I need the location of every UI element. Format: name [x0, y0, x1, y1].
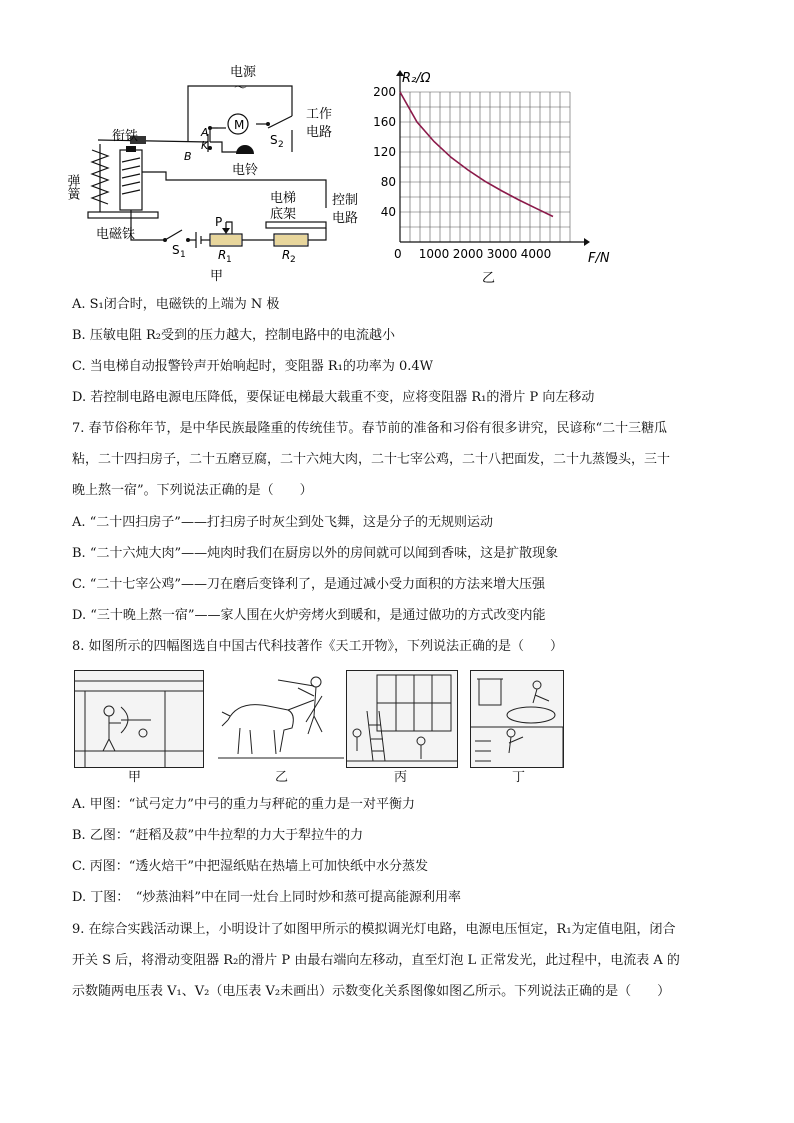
- label-r1: R: [218, 248, 227, 262]
- label-electromagnet: 电磁铁: [96, 227, 136, 242]
- q9-stem-line-1: 9. 在综合实践活动课上，小明设计了如图甲所示的模拟调光灯电路，电源电压恒定，R₁为定值电阻，闭合: [72, 922, 676, 937]
- chart-y-tick-label: 80: [380, 175, 396, 189]
- label-work-1: 工作: [306, 107, 333, 122]
- q8-caption-yi: 乙: [275, 770, 289, 785]
- q8-picture-yi: [218, 670, 344, 766]
- circuit-diagram-jia: [64, 62, 370, 292]
- chart-x-tick-label: 3000: [486, 247, 518, 261]
- chart-y-tick-label: 160: [373, 115, 396, 129]
- label-s2-sub: 2: [278, 140, 284, 150]
- label-b: B: [184, 150, 192, 163]
- q9-stem-line-2: 开关 S 后，将滑动变阻器 R₂的滑片 P 由最右端向左移动，直至灯泡 L 正常发光，此过程中，电流表 A 的: [72, 953, 680, 968]
- chart-y-tick-label: 120: [373, 145, 396, 159]
- q8-option-b: B. 乙图：“赶稻及菽”中牛拉犁的力大于犁拉牛的力: [72, 828, 364, 843]
- chart-yi: [366, 66, 626, 292]
- q6-option-c: C. 当电梯自动报警铃声开始响起时，变阻器 R₁的功率为 0.4W: [72, 359, 434, 374]
- label-work-2: 电路: [306, 125, 333, 140]
- q9-stem-line-3: 示数随两电压表 V₁、V₂（电压表 V₂未画出）示数变化关系图像如图乙所示。下列说法正确的是（ ）: [72, 984, 671, 999]
- q6-option-b: B. 压敏电阻 R₂受到的压力越大，控制电路中的电流越小: [72, 328, 395, 343]
- label-control-2: 电路: [332, 211, 359, 226]
- q8-picture-jia: [74, 670, 204, 768]
- q7-option-b: B. “二十六炖大肉”——炖肉时我们在厨房以外的房间就可以闻到香味，这是扩散现象: [72, 546, 559, 561]
- q7-stem-line-1: 7. 春节俗称年节，是中华民族最隆重的传统佳节。春节前的准备和习俗有很多讲究，民谚称“二十三糖瓜: [72, 421, 668, 436]
- label-s1-sub: 1: [180, 250, 186, 260]
- q6-option-d: D. 若控制电路电源电压降低，要保证电梯最大载重不变，应将变阻器 R₁的滑片 P 向左移动: [72, 390, 595, 405]
- q8-caption-jia: 甲: [128, 770, 142, 785]
- chart-y-tick-label: 200: [373, 85, 396, 99]
- chart-x-arrow: [584, 238, 590, 246]
- label-bell: 电铃: [232, 163, 259, 178]
- label-control-1: 控制: [332, 193, 359, 208]
- label-a: A: [201, 126, 209, 139]
- label-k: K: [201, 139, 209, 152]
- chart-y-tick-label: 40: [380, 205, 396, 219]
- q8-caption-bing: 丙: [394, 770, 408, 785]
- chart-x-tick-label: 1000: [418, 247, 450, 261]
- caption-yi: 乙: [482, 271, 496, 286]
- q8-option-d: D. 丁图： “炒蒸油料”中在同一灶台上同时炒和蒸可提高能源利用率: [72, 890, 462, 905]
- chart-xlabel: F/N: [588, 251, 610, 266]
- label-base-2: 底架: [270, 207, 297, 222]
- q7-stem-line-2: 粘，二十四扫房子，二十五磨豆腐，二十六炖大肉，二十七宰公鸡，二十八把面发，二十九蒸馒头，三十: [72, 452, 671, 467]
- label-ac: ～: [234, 81, 248, 96]
- chart-origin: 0: [394, 247, 402, 261]
- chart-svg: [366, 66, 626, 292]
- label-r2: R: [282, 248, 291, 262]
- q8-option-a: A. 甲图：“试弓定力”中弓的重力与秤砣的重力是一对平衡力: [72, 797, 415, 812]
- chart-x-tick-label: 4000: [520, 247, 552, 261]
- chart-x-tick-label: 2000: [452, 247, 484, 261]
- label-base-1: 电梯: [270, 191, 297, 206]
- label-r2-sub: 2: [290, 255, 296, 265]
- chart-ylabel: R₂/Ω: [402, 71, 431, 86]
- label-r1-sub: 1: [226, 255, 232, 265]
- q8-stem: 8. 如图所示的四幅图选自中国古代科技著作《天工开物》，下列说法正确的是（ ）: [72, 639, 564, 654]
- q8-picture-ding: [470, 670, 564, 768]
- q8-picture-bing: [346, 670, 458, 768]
- q6-option-a: A. S₁闭合时，电磁铁的上端为 N 极: [72, 297, 280, 312]
- caption-jia: 甲: [210, 269, 224, 284]
- q7-stem-line-3: 晚上熬一宿”。下列说法正确的是（ ）: [72, 483, 313, 498]
- label-p: P: [215, 215, 223, 229]
- circuit-svg: [64, 62, 370, 292]
- q8-caption-ding: 丁: [512, 770, 526, 785]
- label-power: 电源: [230, 65, 257, 80]
- label-motor: M: [234, 118, 245, 132]
- q7-option-a: A. “二十四扫房子”——打扫房子时灰尘到处飞舞，这是分子的无规则运动: [72, 515, 493, 530]
- label-armature: 衔铁: [112, 129, 139, 144]
- q7-option-c: C. “二十七宰公鸡”——刀在磨后变锋利了，是通过减小受力面积的方法来增大压强: [72, 577, 546, 592]
- q8-option-c: C. 丙图：“透火焙干”中把湿纸贴在热墙上可加快纸中水分蒸发: [72, 859, 429, 874]
- label-spring-1: 弹簧: [64, 174, 80, 200]
- label-s2: S: [270, 133, 278, 147]
- label-s1: S: [172, 243, 180, 257]
- q7-option-d: D. “三十晚上熬一宿”——家人围在火炉旁烤火到暖和，是通过做功的方式改变内能: [72, 608, 546, 623]
